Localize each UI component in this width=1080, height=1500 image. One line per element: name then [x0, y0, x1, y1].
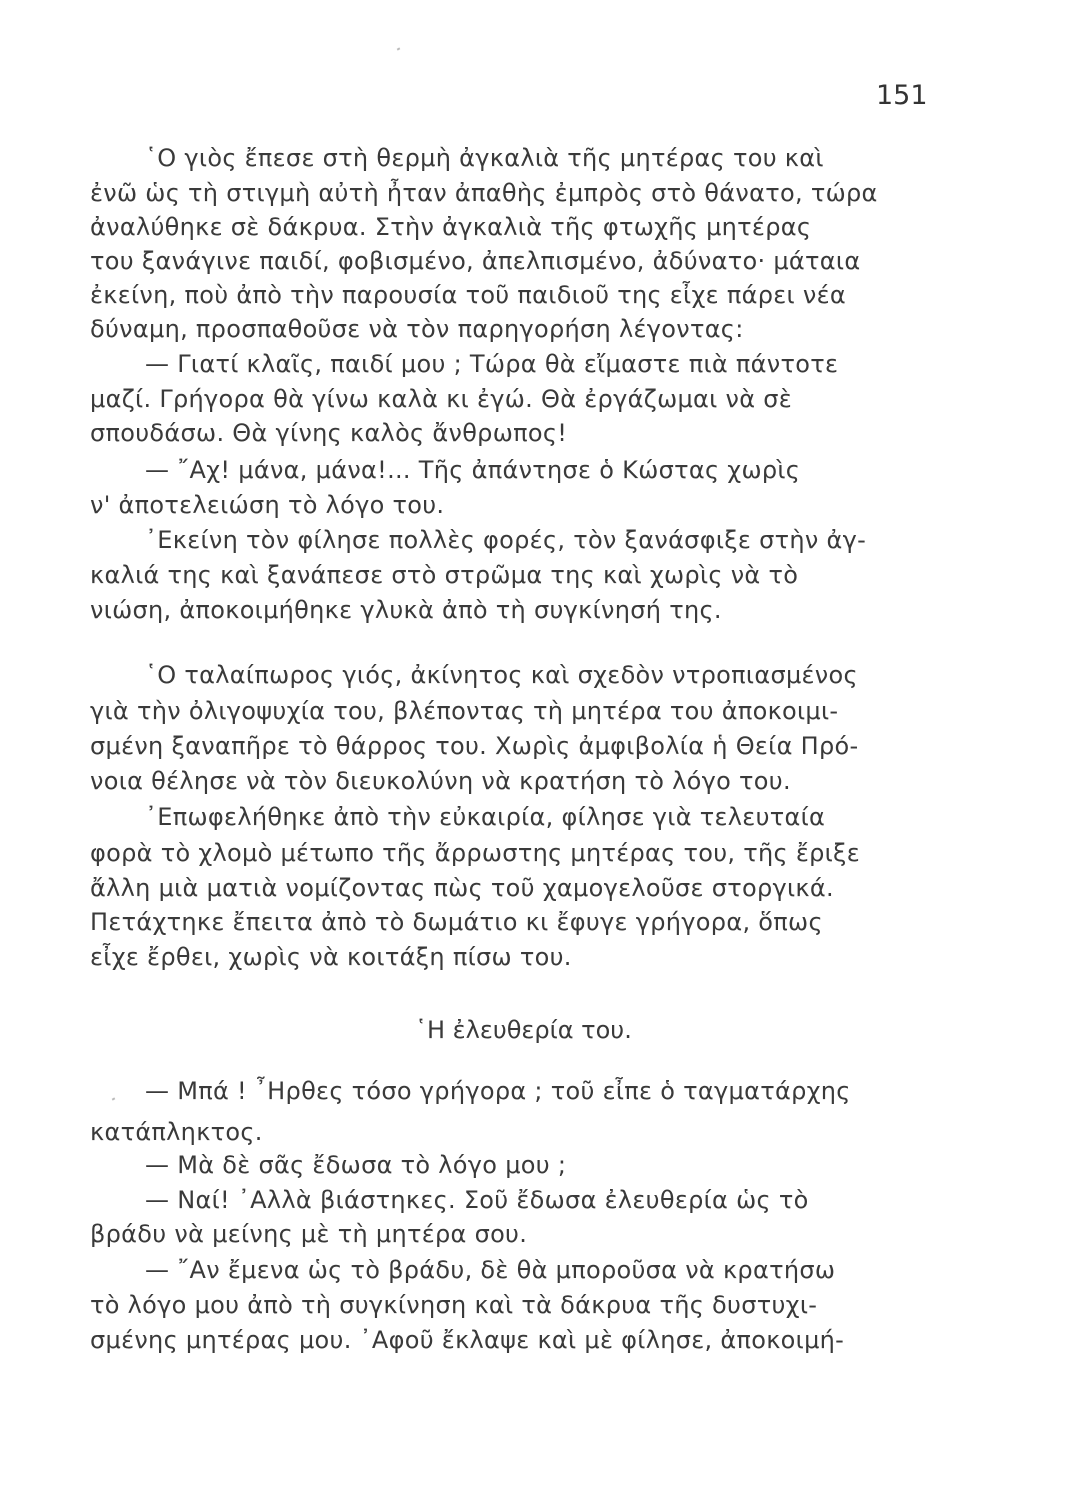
- text-line: ἀναλύθηκε σὲ δάκρυα. Στὴν ἀγκαλιὰ τῆς φτωχῆς μητέρας: [90, 213, 812, 241]
- text-line: ἐκείνη, ποὺ ἀπὸ τὴν παρουσία τοῦ παιδιοῦ της εἶχε πάρει νέα: [90, 281, 846, 309]
- text-line: Πετάχτηκε ἔπειτα ἀπὸ τὸ δωμάτιο κι ἔφυγε γρήγορα, ὅπως: [90, 908, 823, 936]
- text-line: εἶχε ἔρθει, χωρὶς νὰ κοιτάξη πίσω του.: [90, 943, 572, 971]
- text-line: — Μπά ! ῏Ηρθες τόσο γρήγορα ; τοῦ εἶπε ὁ ταγματάρχης: [145, 1077, 851, 1105]
- text-line: — ῎Αν ἔμενα ὡς τὸ βράδυ, δὲ θὰ μποροῦσα νὰ κρατήσω: [145, 1256, 836, 1284]
- text-line: του ξανάγινε παιδί, φοβισμένο, ἀπελπισμένο, ἀδύνατο· μάταια: [90, 247, 861, 275]
- page-number: 151: [876, 80, 928, 111]
- text-line: νιώση, ἀποκοιμήθηκε γλυκὰ ἀπὸ τὴ συγκίνησή της.: [90, 596, 722, 624]
- text-line: σμένη ξαναπῆρε τὸ θάρρος του. Χωρὶς ἀμφιβολία ἡ Θεία Πρό-: [90, 732, 859, 760]
- text-line: ῾Ο γιὸς ἔπεσε στὴ θερμὴ ἀγκαλιὰ τῆς μητέρας του καὶ: [145, 144, 824, 172]
- text-line: ν' ἀποτελειώση τὸ λόγο του.: [90, 491, 445, 519]
- text-line: γιὰ τὴν ὀλιγοψυχία του, βλέποντας τὴ μητέρα του ἀποκοιμι-: [90, 697, 839, 725]
- text-line: — ῎Αχ! μάνα, μάνα!... Τῆς ἀπάντησε ὁ Κώστας χωρὶς: [145, 456, 801, 484]
- text-line: δύναμη, προσπαθοῦσε νὰ τὸν παρηγορήση λέγοντας:: [90, 315, 744, 343]
- text-line: σπουδάσω. Θὰ γίνης καλὸς ἄνθρωπος!: [90, 419, 568, 447]
- text-line: ἄλλη μιὰ ματιὰ νομίζοντας πὼς τοῦ χαμογελοῦσε στοργικά.: [90, 874, 834, 902]
- text-line: φορὰ τὸ χλομὸ μέτωπο τῆς ἄρρωστης μητέρας του, τῆς ἔριξε: [90, 839, 860, 867]
- text-line: νοια θέλησε νὰ τὸν διευκολύνη νὰ κρατήση τὸ λόγο του.: [90, 767, 791, 795]
- text-line: — Γιατί κλαῖς, παιδί μου ; Τώρα θὰ εἴμαστε πιὰ πάντοτε: [145, 350, 839, 378]
- text-line: ᾿Εκείνη τὸν φίλησε πολλὲς φορές, τὸν ξανάσφιξε στὴν ἀγ-: [145, 526, 867, 554]
- text-line: — Μὰ δὲ σᾶς ἔδωσα τὸ λόγο μου ;: [145, 1151, 567, 1179]
- text-line: τὸ λόγο μου ἀπὸ τὴ συγκίνηση καὶ τὰ δάκρυα τῆς δυστυχι-: [90, 1291, 818, 1319]
- text-line: ἐνῶ ὡς τὴ στιγμὴ αὐτὴ ἦταν ἀπαθὴς ἐμπρὸς στὸ θάνατο, τώρα: [90, 179, 878, 207]
- text-line: βράδυ νὰ μείνης μὲ τὴ μητέρα σου.: [90, 1220, 528, 1248]
- text-line: — Ναί! ᾿Αλλὰ βιάστηκες. Σοῦ ἔδωσα ἐλευθερία ὡς τὸ: [145, 1186, 809, 1214]
- text-line: ᾿Επωφελήθηκε ἀπὸ τὴν εὐκαιρία, φίλησε γιὰ τελευταία: [145, 803, 826, 831]
- text-line: σμένης μητέρας μου. ᾿Αφοῦ ἔκλαψε καὶ μὲ φίλησε, ἀποκοιμή-: [90, 1326, 845, 1354]
- text-line: μαζί. Γρήγορα θὰ γίνω καλὰ κι ἐγώ. Θὰ ἐργάζωμαι νὰ σὲ: [90, 385, 793, 413]
- text-line: ῾Ο ταλαίπωρος γιός, ἀκίνητος καὶ σχεδὸν ντροπιασμένος: [145, 661, 858, 689]
- scan-speck: [112, 1097, 116, 1100]
- text-line: καλιά της καὶ ξανάπεσε στὸ στρῶμα της καὶ χωρὶς νὰ τὸ: [90, 561, 799, 589]
- scan-speck: [397, 47, 401, 50]
- text-line: κατάπληκτος.: [90, 1118, 263, 1146]
- section-heading: ῾Η ἐλευθερία του.: [415, 1016, 632, 1044]
